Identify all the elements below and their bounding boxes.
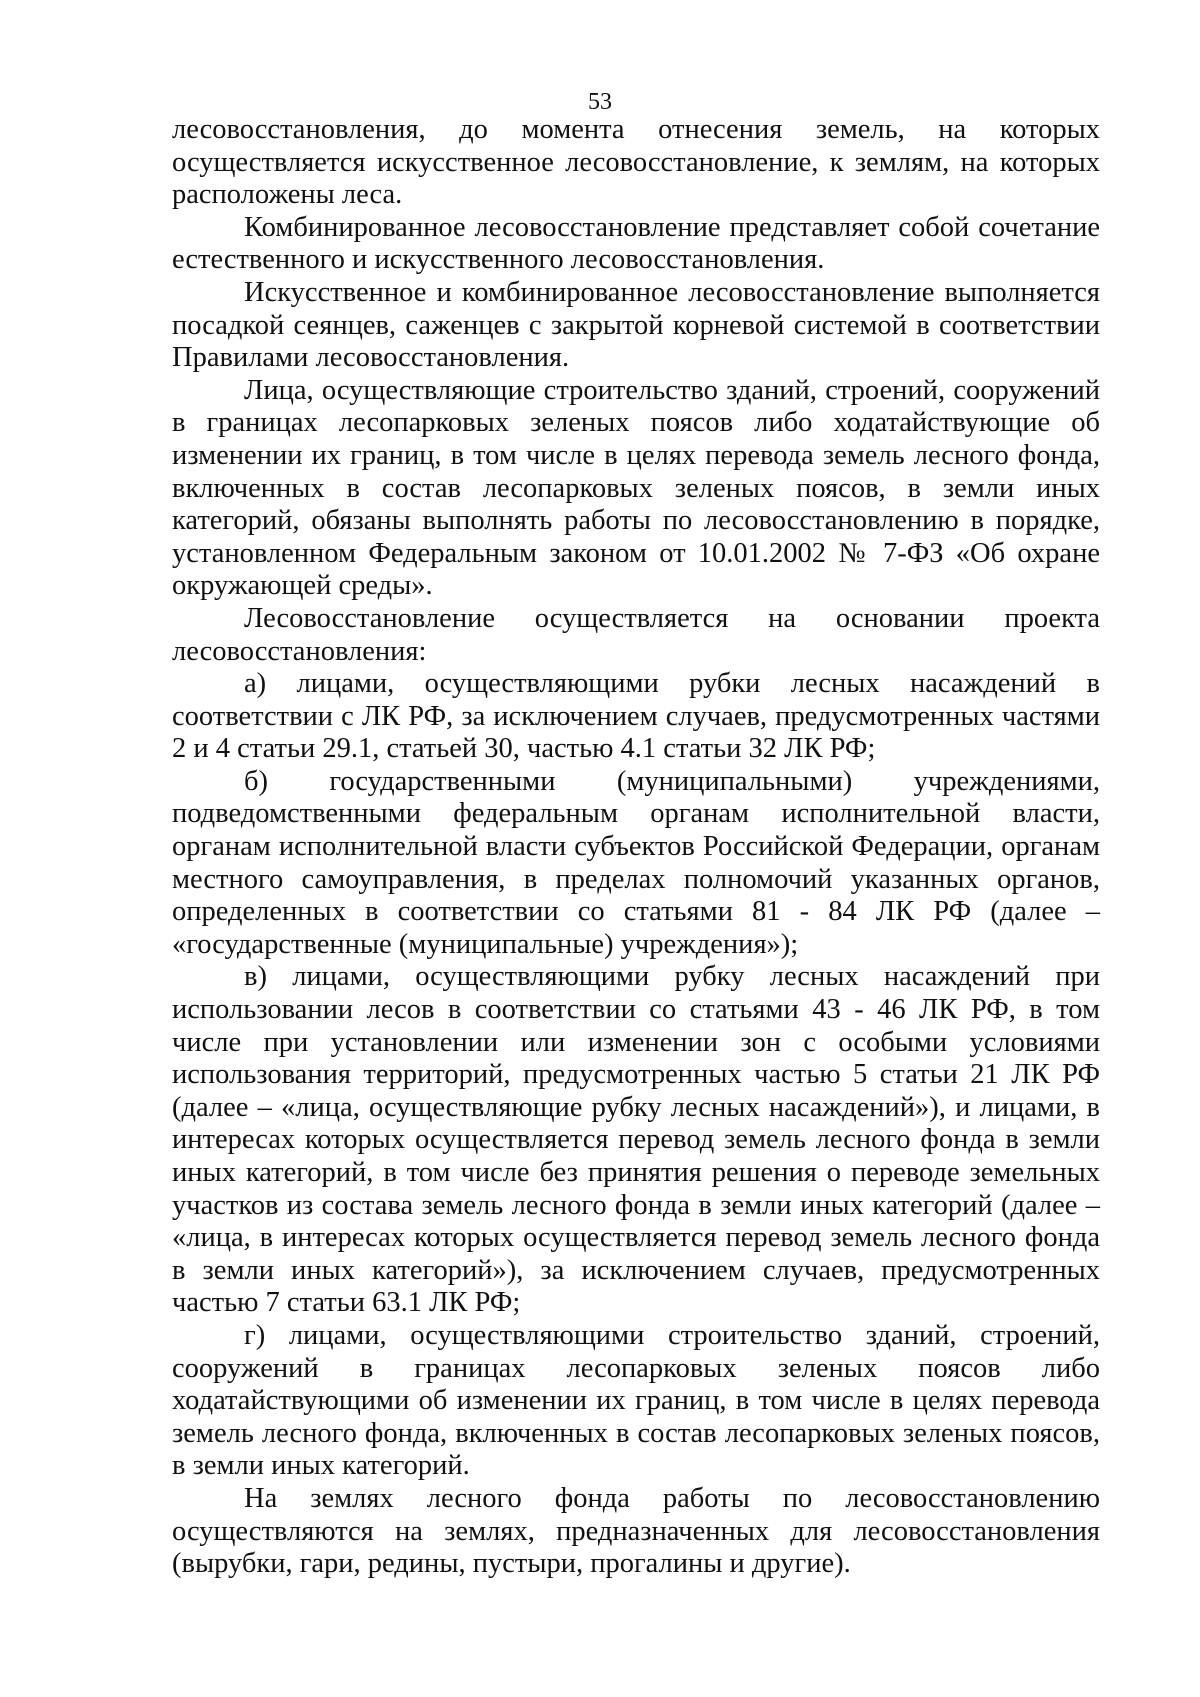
list-item-g: г) лицами, осуществляющими строительство зданий, строений, сооружений в границах лесопарковых зеленых поясов либо ходатайствующими об изменении их границ, в том числе в целях перевода земель лесного фонда, включенных в состав лесопарковых зеленых поясов, в земли иных категорий.	[172, 1319, 1100, 1482]
list-item-b: б) государственными (муниципальными) учреждениями, подведомственными федеральным органам исполнительной власти, органам исполнительной власти субъектов Российской Федерации, органам местного самоуправления, в пределах полномочий указанных органов, определенных в соответствии со статьями 81 - 84 ЛК РФ (далее – «государственные (муниципальные) учреждения»);	[172, 765, 1100, 960]
document-body	[172, 114, 1100, 1581]
list-item-v: в) лицами, осуществляющими рубку лесных насаждений при использовании лесов в соответствии со статьями 43 - 46 ЛК РФ, в том числе при установлении или изменении зон с особыми условиями использования территорий, предусмотренных частью 5 статьи 21 ЛК РФ (далее – «лица, осуществляющие рубку лесных насаждений»), и лицами, в интересах которых осуществляется перевод земель лесного фонда в земли иных категорий, в том числе без принятия решения о переводе земельных участков из состава земель лесного фонда в земли иных категорий (далее – «лица, в интересах которых осуществляется перевод земель лесного фонда в земли иных категорий»), за исключением случаев, предусмотренных частью 7 статьи 63.1 ЛК РФ;	[172, 961, 1100, 1319]
paragraph: Искусственное и комбинированное лесовосстановление выполняется посадкой сеянцев, саженцев с закрытой корневой системой в соответствии Правилами лесовосстановления.	[172, 276, 1100, 374]
page-number: 53	[588, 89, 612, 115]
paragraph: Лесовосстановление осуществляется на основании проекта лесовосстановления:	[172, 602, 1100, 667]
paragraph: Комбинированное лесовосстановление представляет собой сочетание естественного и искусственного лесовосстановления.	[172, 211, 1100, 276]
paragraph: Лица, осуществляющие строительство зданий, строений, сооружений в границах лесопарковых зеленых поясов либо ходатайствующие об изменении их границ, в том числе в целях перевода земель лесного фонда, включенных в состав лесопарковых зеленых поясов, в земли иных категорий, обязаны выполнять работы по лесовосстановлению в порядке, установленном Федеральным законом от 10.01.2002 № 7-ФЗ «Об охране окружающей среды».	[172, 374, 1100, 602]
list-item-a: а) лицами, осуществляющими рубки лесных насаждений в соответствии с ЛК РФ, за исключением случаев, предусмотренных частями 2 и 4 статьи 29.1, статьей 30, частью 4.1 статьи 32 ЛК РФ;	[172, 668, 1100, 765]
paragraph: На землях лесного фонда работы по лесовосстановлению осуществляются на землях, предназначенных для лесовосстановления (вырубки, гари, редины, пустыри, прогалины и другие).	[172, 1482, 1100, 1580]
paragraph: лесовосстановления, до момента отнесения земель, на которых осуществляется искусственное лесовосстановление, к землям, на которых расположены леса.	[172, 114, 1100, 211]
